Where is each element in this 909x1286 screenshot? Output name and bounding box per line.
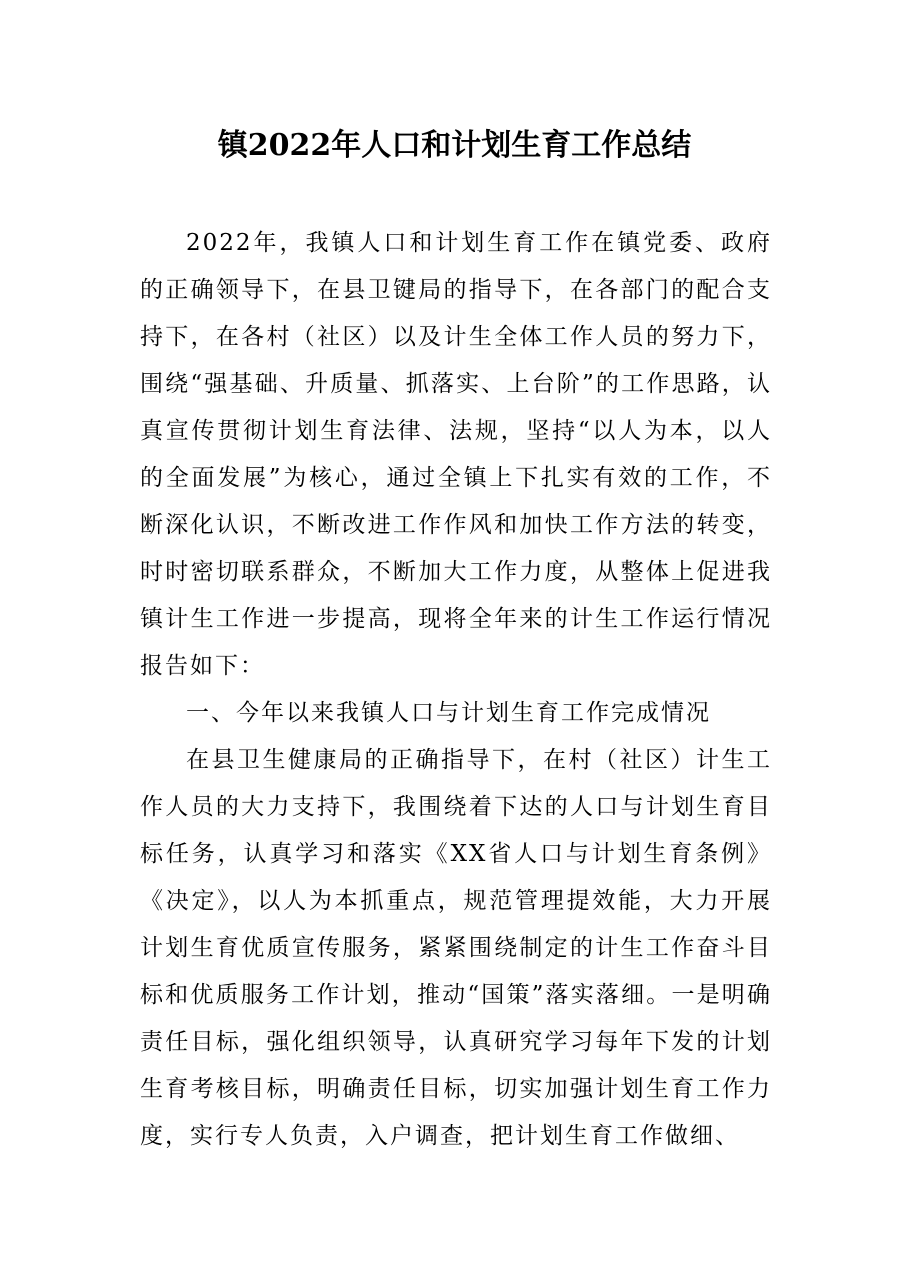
paragraph-intro: 2022年，我镇人口和计划生育工作在镇党委、政府的正确领导下，在县卫键局的指导下，在各部门的配合支持下，在各村（社区）以及计生全体工作人员的努力下，围绕“强基础、升质量、抓落实、上台阶”的工作思路，认真宣传贯彻计划生育法律、法规，坚持“以人为本，以人的全面发展”为核心，通过全镇上下扎实有效的工作，不断深化认识，不断改进工作作风和加快工作方法的转变，时时密切联系群众，不断加大工作力度，从整体上促进我镇计生工作进一步提高，现将全年来的计生工作运行情况报告如下： — [140, 230, 772, 679]
section-heading: 一、今年以来我镇人口与计划生育工作完成情况 — [186, 700, 711, 726]
document-body — [140, 220, 772, 1160]
document-title: 镇2022年人口和计划生育工作总结 — [217, 128, 692, 163]
paragraph-section-one: 在县卫生健康局的正确指导下，在村（社区）计生工作人员的大力支持下，我围绕着下达的人口与计划生育目标任务，认真学习和落实《XX省人口与计划生育条例》《决定》，以人为本抓重点，规范管理提效能，大力开展计划生育优质宣传服务，紧紧围绕制定的计生工作奋斗目标和优质服务工作计划，推动“国策”落实落细。一是明确责任目标，强化组织领导，认真研究学习每年下发的计划生育考核目标，明确责任目标，切实加强计划生育工作力度，实行专人负责，入户调查，把计划生育工作做细、 — [140, 747, 772, 1149]
